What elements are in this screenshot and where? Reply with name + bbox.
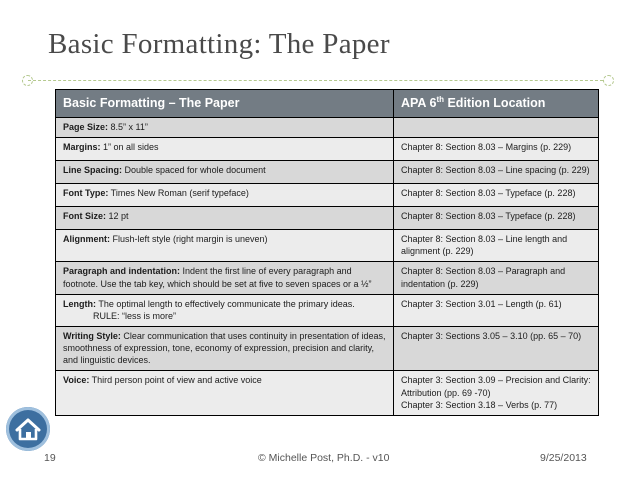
desc: 12 pt [106, 211, 129, 222]
formatting-table [55, 89, 599, 416]
desc: Third person point of view and active voice [89, 375, 262, 386]
term: Margins: [63, 142, 101, 153]
table-row [56, 294, 599, 326]
row-paragraph-desc [56, 262, 394, 294]
table-row [56, 138, 599, 161]
table-row [56, 230, 599, 262]
row-line-spacing-location: Chapter 8: Section 8.03 – Line spacing (p. 229) [394, 161, 599, 184]
header-formatting: Basic Formatting – The Paper [56, 90, 394, 118]
row-font-type-desc [56, 184, 394, 207]
header-apa-prefix: APA 6 [401, 96, 437, 111]
table-row [56, 207, 599, 230]
table-row [56, 371, 599, 415]
row-length-location: Chapter 3: Section 3.01 – Length (p. 61) [394, 294, 599, 326]
title-rule [28, 80, 608, 81]
row-font-size-desc [56, 207, 394, 230]
row-writing-style-location: Chapter 3: Sections 3.05 – 3.10 (pp. 65 – 70) [394, 327, 599, 371]
row-paragraph-location: Chapter 8: Section 8.03 – Paragraph and indentation (p. 229) [394, 262, 599, 294]
row-line-spacing-desc [56, 161, 394, 184]
length-rule: RULE: “less is more” [93, 310, 177, 321]
slide-title: Basic Formatting: The Paper [48, 28, 390, 60]
table-row [56, 327, 599, 371]
header-apa-sup: th [436, 95, 444, 104]
desc: Indent the first line of every paragraph and footnote. Use the tab key, which should be set at five to seven spaces or a ½” [63, 266, 372, 289]
row-voice-location [394, 371, 599, 415]
title-rule-right-cap [603, 75, 614, 86]
desc: Clear communication that uses continuity in presentation of ideas, smoothness of expression, tone, economy of expression, precision and clarity, and linguistic devices. [63, 331, 386, 366]
header-apa-location [394, 90, 599, 118]
desc: Double spaced for whole document [122, 165, 266, 176]
row-writing-style-desc [56, 327, 394, 371]
voice-location-line2: Chapter 3: Section 3.18 – Verbs (p. 77) [401, 399, 558, 410]
home-icon [6, 407, 50, 451]
desc: Times New Roman (serif typeface) [108, 188, 249, 199]
row-alignment-location: Chapter 8: Section 8.03 – Line length and alignment (p. 229) [394, 230, 599, 262]
term: Page Size: [63, 122, 109, 133]
desc: Flush-left style (right margin is uneven) [110, 234, 268, 245]
term: Font Size: [63, 211, 106, 222]
row-alignment-desc [56, 230, 394, 262]
table-row [56, 184, 599, 207]
header-apa-suffix: Edition Location [444, 96, 546, 111]
term: Alignment: [63, 234, 110, 245]
voice-location-line1: Chapter 3: Section 3.09 – Precision and Clarity: Attribution (pp. 69 -70) [401, 375, 591, 398]
row-voice-desc [56, 371, 394, 415]
copyright: © Michelle Post, Ph.D. - v10 [258, 452, 390, 464]
table-row [56, 161, 599, 184]
term: Line Spacing: [63, 165, 123, 176]
desc: 1” on all sides [100, 142, 159, 153]
row-page-size-location [394, 118, 599, 138]
row-margins-desc [56, 138, 394, 161]
row-page-size-desc [56, 118, 394, 138]
term: Font Type: [63, 188, 109, 199]
term: Voice: [63, 375, 90, 386]
row-font-type-location: Chapter 8: Section 8.03 – Typeface (p. 228) [394, 184, 599, 207]
table-row [56, 118, 599, 138]
term: Paragraph and indentation: [63, 266, 181, 277]
row-length-desc [56, 294, 394, 326]
term: Length: [63, 298, 96, 309]
row-font-size-location: Chapter 8: Section 8.03 – Typeface (p. 228) [394, 207, 599, 230]
table-header-row [56, 90, 599, 118]
row-margins-location: Chapter 8: Section 8.03 – Margins (p. 229) [394, 138, 599, 161]
table-row [56, 262, 599, 294]
desc: The optimal length to effectively communicate the primary ideas. [96, 298, 355, 309]
term: Writing Style: [63, 331, 121, 342]
slide-date: 9/25/2013 [540, 452, 587, 464]
home-button[interactable] [6, 407, 50, 451]
page-number: 19 [44, 452, 56, 464]
desc: 8.5” x 11” [108, 122, 148, 133]
